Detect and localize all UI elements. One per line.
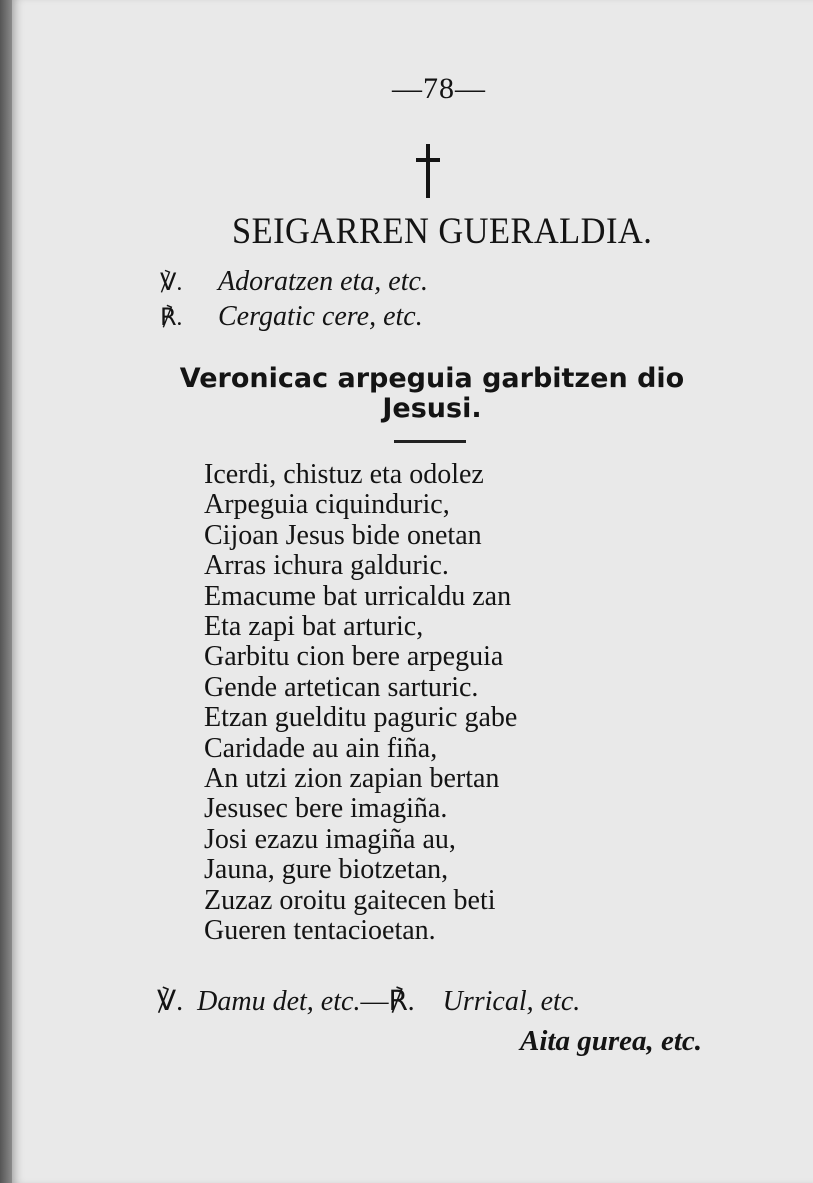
poem: [204, 460, 517, 947]
versicle-text: Adoratzen eta, etc.: [218, 266, 428, 297]
poem-line: Gende artetican sarturic.: [204, 671, 479, 703]
cross-icon: [408, 140, 448, 200]
versicle-text: Damu det, etc.: [197, 986, 361, 1017]
book-gutter: [0, 0, 12, 1183]
poem-line: Arras ichura galduric.: [204, 550, 449, 582]
station-subtitle: [132, 364, 732, 424]
poem-line: Eta zapi bat arturic,: [204, 611, 424, 643]
response-symbol: ℟.: [160, 305, 183, 331]
poem-line: Cijoan Jesus bide onetan: [204, 519, 482, 551]
poem-line: Emacume bat urricaldu zan: [204, 580, 512, 612]
subtitle-line-2: Jesusi.: [382, 393, 482, 424]
divider-rule: [394, 440, 466, 443]
versicle-symbol: ℣.: [157, 986, 184, 1017]
versicle-symbol: ℣.: [160, 270, 183, 296]
response-text: Cergatic cere, etc.: [218, 301, 423, 332]
poem-line: Gueren tentacioetan.: [204, 915, 436, 947]
poem-line: Arpeguia ciquinduric,: [204, 489, 450, 521]
response-line: [160, 301, 423, 333]
book-page: [12, 0, 813, 1183]
poem-line: Zuzaz oroitu gaitecen beti: [204, 884, 496, 916]
poem-line: Garbitu cion bere arpeguia: [204, 641, 504, 673]
subtitle-line-1: Veronicac arpeguia garbitzen dio: [179, 363, 685, 394]
poem-line: Josi ezazu imagiña au,: [204, 823, 456, 855]
response-text: Urrical, etc.: [442, 986, 581, 1017]
bottom-versicle: [157, 984, 580, 1018]
versicle-line: [160, 266, 428, 298]
poem-line: An utzi zion zapian bertan: [204, 763, 500, 795]
separator: —: [360, 986, 389, 1017]
poem-line: Caridade au ain fiña,: [204, 732, 438, 764]
closing-prayer: Aita gurea, etc.: [520, 1025, 703, 1057]
poem-line: Etzan guelditu paguric gabe: [204, 702, 518, 734]
poem-line: Icerdi, chistuz eta odolez: [204, 459, 484, 490]
page-number: —78—: [392, 72, 486, 105]
section-title: SEIGARREN GUERALDIA.: [232, 211, 653, 252]
poem-line: Jesusec bere imagiña.: [204, 793, 448, 825]
response-symbol: ℟.: [388, 986, 415, 1017]
poem-line: Jauna, gure biotzetan,: [204, 854, 449, 886]
